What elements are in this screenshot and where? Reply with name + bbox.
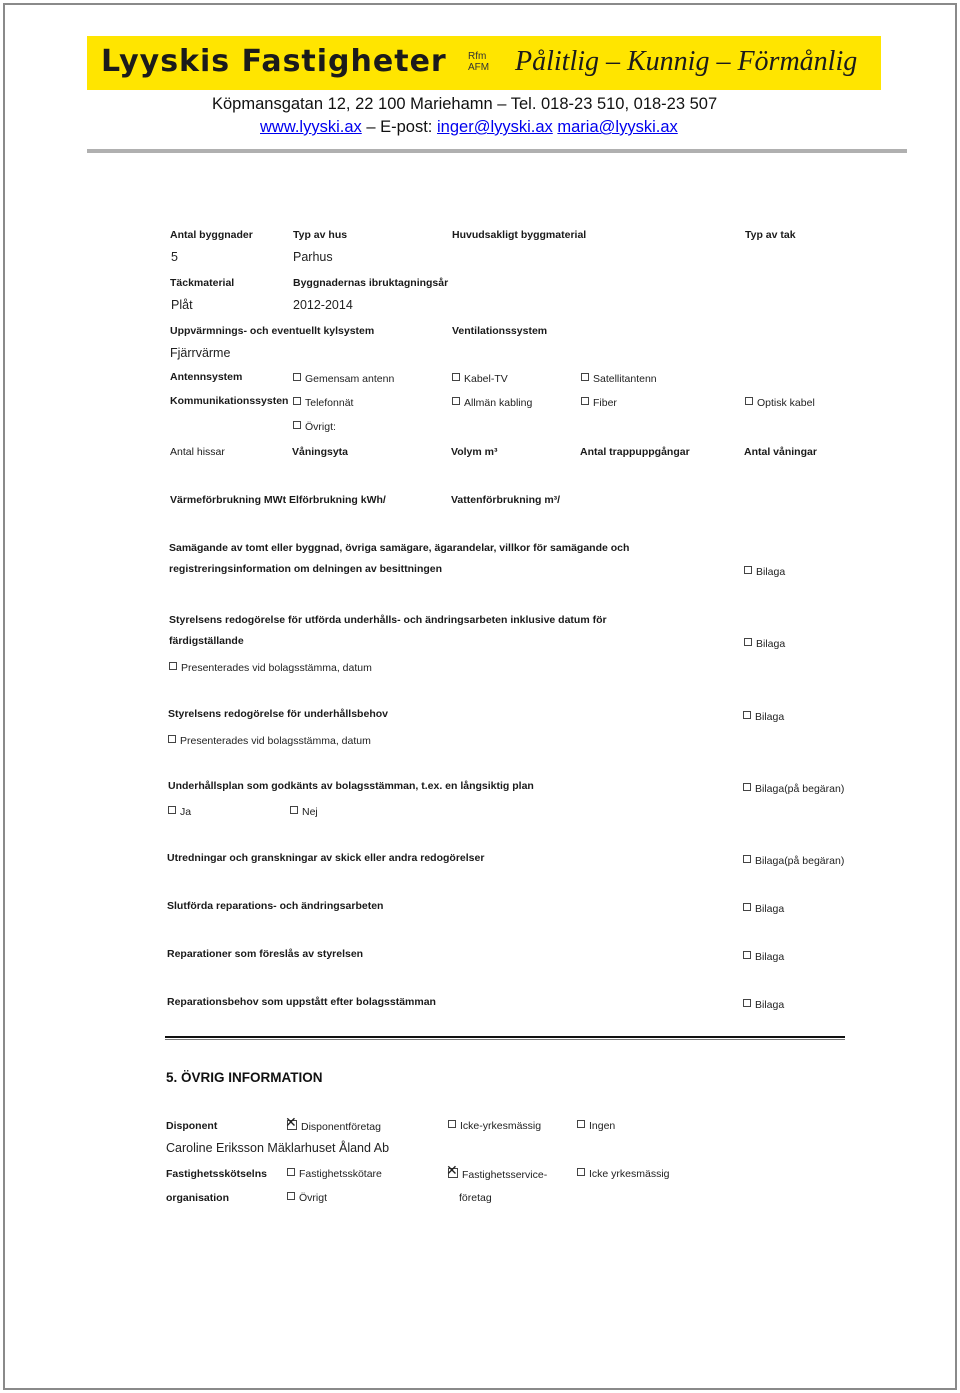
checkbox-icon — [452, 373, 460, 381]
label-ventilation: Ventilationssystem — [452, 325, 548, 337]
label-antal-byggnader: Antal byggnader — [170, 229, 253, 241]
fastighetsservice-line2: företag — [459, 1192, 492, 1204]
value-disponent: Caroline Eriksson Mäklarhuset Åland Ab — [166, 1141, 390, 1155]
checkbox-icon — [743, 711, 751, 719]
checkbox-disponentforetag[interactable]: ✕ Disponentföretag — [287, 1120, 381, 1133]
checkbox-gemensam-antenn[interactable]: Gemensam antenn — [293, 373, 394, 385]
label-byggmaterial: Huvudsakligt byggmaterial — [452, 229, 587, 241]
utredningar-heading: Utredningar och granskningar av skick eller andra redogörelser — [167, 852, 485, 864]
value-uppvarmning: Fjärrvärme — [170, 346, 231, 360]
label-fastighetsskotsel-2: organisation — [166, 1192, 230, 1204]
checkbox-telefonnat[interactable]: Telefonnät — [293, 397, 353, 409]
checkbox-icke-yrkesmassig-2[interactable]: Icke yrkesmässig — [577, 1168, 670, 1180]
checkbox-icon — [744, 638, 752, 646]
checkbox-icon — [287, 1192, 295, 1200]
header-divider — [87, 149, 907, 153]
contact-line — [260, 118, 678, 137]
checkbox-icon — [169, 662, 177, 670]
checkbox-bilaga-samagande[interactable]: Bilaga — [744, 566, 785, 578]
checkbox-bilaga-begaran-utredningar[interactable]: Bilaga(på begäran) — [743, 855, 844, 867]
checkbox-fastighetsserviceforetag[interactable]: ✕ Fastighetsservice- — [448, 1168, 547, 1181]
checkbox-icon — [168, 806, 176, 814]
checkbox-bilaga-begaran-plan[interactable]: Bilaga(på begäran) — [743, 783, 844, 795]
checkbox-allman-kabling[interactable]: Allmän kabling — [452, 397, 532, 409]
checkbox-ja[interactable]: Ja — [168, 806, 191, 818]
checkbox-ovrigt-kommunikation[interactable]: Övrigt: — [293, 421, 336, 433]
label-tackmaterial: Täckmaterial — [170, 277, 235, 289]
checkbox-icon — [581, 397, 589, 405]
checkbox-bilaga-reparationsbehov[interactable]: Bilaga — [743, 999, 784, 1011]
email-link-inger[interactable]: inger@lyyski.ax — [437, 118, 553, 136]
email-link-maria[interactable]: maria@lyyski.ax — [557, 118, 678, 136]
checkbox-icon — [744, 566, 752, 574]
checkbox-icon — [743, 999, 751, 1007]
label-typ-av-hus: Typ av hus — [293, 229, 348, 241]
value-typ-av-hus: Parhus — [293, 250, 333, 264]
checkbox-kabel-tv[interactable]: Kabel-TV — [452, 373, 508, 385]
reparationsbehov-heading: Reparationsbehov som uppstått efter bolagsstämman — [167, 996, 436, 1008]
checkbox-icon — [577, 1168, 585, 1176]
slutforda-heading: Slutförda reparations- och ändringsarbeten — [167, 900, 384, 912]
checkbox-icon — [577, 1120, 585, 1128]
label-fastighetsskotsel-1: Fastighetsskötselns — [166, 1168, 267, 1180]
checkbox-icke-yrkesmassig[interactable]: Icke-yrkesmässig — [448, 1120, 541, 1132]
website-link[interactable]: www.lyyski.ax — [260, 118, 362, 136]
checkbox-nej[interactable]: Nej — [290, 806, 318, 818]
value-ibruktagningsar: 2012-2014 — [293, 298, 353, 312]
checkbox-satellitantenn[interactable]: Satellitantenn — [581, 373, 657, 385]
checkbox-icon — [287, 1168, 295, 1176]
checkbox-icon — [452, 397, 460, 405]
checkbox-icon — [743, 951, 751, 959]
label-trappuppgangar: Antal trappuppgångar — [580, 446, 690, 458]
checkbox-icon — [293, 397, 301, 405]
page-border — [3, 3, 957, 1390]
label-typ-av-tak: Typ av tak — [745, 229, 796, 241]
section-divider-shadow — [165, 1039, 845, 1040]
checkbox-icon — [290, 806, 298, 814]
company-logo: Lyyskis Fastigheter — [101, 44, 447, 79]
label-kommunikation: Kommunikationssysten — [170, 395, 289, 407]
checkbox-presenterades-2[interactable]: Presenterades vid bolagsstämma, datum — [168, 735, 371, 747]
checkbox-icon — [448, 1120, 456, 1128]
checkbox-optisk-kabel[interactable]: Optisk kabel — [745, 397, 815, 409]
samagande-heading-1: Samägande av tomt eller byggnad, övriga samägare, ägarandelar, villkor för samägande och — [169, 542, 630, 554]
checkbox-icon — [743, 783, 751, 791]
label-antal-hissar: Antal hissar — [170, 446, 225, 458]
redogorelse-heading-1: Styrelsens redogörelse för utförda underhålls- och ändringsarbeten inklusive datum för — [169, 614, 607, 626]
checkbox-icon — [745, 397, 753, 405]
label-vatten: Vattenförbrukning m³/ — [451, 494, 561, 506]
samagande-heading-2: registreringsinformation om delningen av besittningen — [169, 563, 443, 575]
checkbox-ingen[interactable]: Ingen — [577, 1120, 615, 1132]
section-title-ovrig-information: 5. ÖVRIG INFORMATION — [166, 1070, 323, 1085]
checkbox-fiber[interactable]: Fiber — [581, 397, 617, 409]
section-divider — [165, 1036, 845, 1038]
checkbox-ovrigt[interactable]: Övrigt — [287, 1192, 327, 1204]
header-banner — [87, 36, 881, 90]
label-varme-el: Värmeförbrukning MWt Elförbrukning kWh/ — [170, 494, 386, 506]
rfm-afm-mark: Rfm AFM — [468, 51, 490, 73]
slogan: Pålitlig – Kunnig – Förmånlig — [515, 46, 858, 77]
underhallsplan-heading: Underhållsplan som godkänts av bolagsstämman, t.ex. en långsiktig plan — [168, 780, 534, 792]
checkbox-icon — [743, 903, 751, 911]
label-antal-vaningar: Antal våningar — [744, 446, 817, 458]
label-ibruktagningsar: Byggnadernas ibruktagningsår — [293, 277, 449, 289]
label-volym: Volym m³ — [451, 446, 498, 458]
label-antennsystem: Antennsystem — [170, 371, 243, 383]
checkbox-bilaga-redogorelse[interactable]: Bilaga — [744, 638, 785, 650]
label-uppvarmning: Uppvärmnings- och eventuellt kylsystem — [170, 325, 375, 337]
underhallsbehov-heading: Styrelsens redogörelse för underhållsbehov — [168, 708, 388, 720]
checkbox-icon — [581, 373, 589, 381]
checkbox-fastighetsskotare[interactable]: Fastighetsskötare — [287, 1168, 382, 1180]
checkbox-bilaga-slutforda[interactable]: Bilaga — [743, 903, 784, 915]
checkbox-icon — [168, 735, 176, 743]
checkbox-icon — [743, 855, 751, 863]
checkbox-icon — [293, 373, 301, 381]
value-antal-byggnader: 5 — [171, 250, 178, 264]
redogorelse-heading-2: färdigställande — [169, 635, 244, 647]
checkbox-icon — [293, 421, 301, 429]
checkbox-presenterades-1[interactable]: Presenterades vid bolagsstämma, datum — [169, 662, 372, 674]
checkbox-bilaga-underhallsbehov[interactable]: Bilaga — [743, 711, 784, 723]
reparationer-heading: Reparationer som föreslås av styrelsen — [167, 948, 364, 960]
email-label: – E-post: — [366, 118, 433, 136]
value-tackmaterial: Plåt — [171, 298, 193, 312]
checkbox-bilaga-reparationer[interactable]: Bilaga — [743, 951, 784, 963]
checked-box-icon — [287, 1120, 297, 1130]
checked-box-icon — [448, 1168, 458, 1178]
label-vaningsyta: Våningsyta — [292, 446, 349, 458]
company-address: Köpmansgatan 12, 22 100 Mariehamn – Tel. 018-23 510, 018-23 507 — [212, 95, 718, 113]
label-disponent: Disponent — [166, 1120, 218, 1132]
